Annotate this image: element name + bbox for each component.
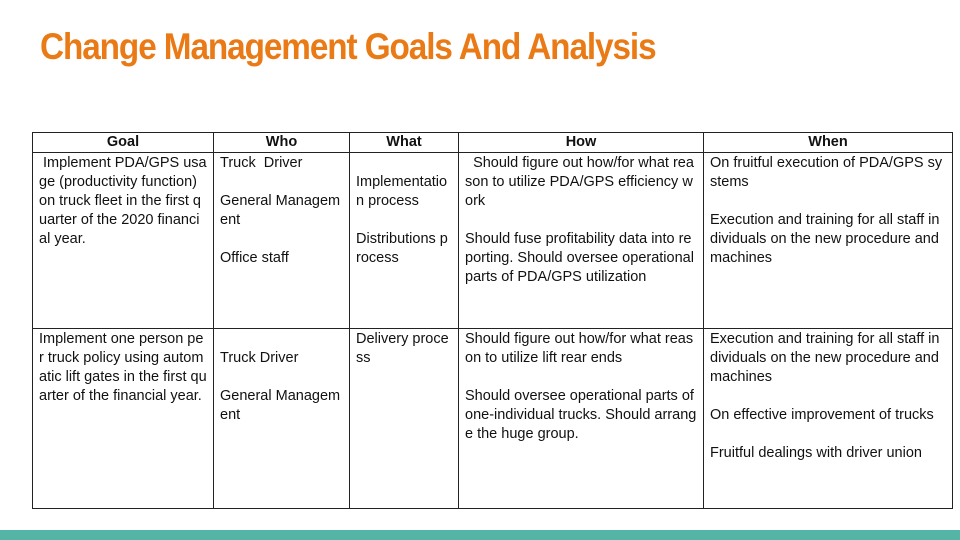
table-row <box>33 329 953 509</box>
cell-what: Delivery process <box>350 329 459 509</box>
cell-how: Should figure out how/for what reason to utilize PDA/GPS efficiency work Should fuse profitability data into reporting. Should oversee operational parts of PDA/GPS utilization <box>459 153 704 329</box>
slide-title: Change Management Goals And Analysis <box>40 26 656 67</box>
cell-when: On fruitful execution of PDA/GPS systems Execution and training for all staff individuals on the new procedure and machines <box>704 153 953 329</box>
header-how: How <box>459 133 704 153</box>
cell-what: Implementation process Distributions process <box>350 153 459 329</box>
cell-goal: Implement PDA/GPS usage (productivity function) on truck fleet in the first quarter of the 2020 financial year. <box>33 153 214 329</box>
cell-goal: Implement one person per truck policy using automatic lift gates in the first quarter of the financial year. <box>33 329 214 509</box>
cell-who: Truck Driver General Management <box>214 329 350 509</box>
bottom-accent-bar <box>0 530 960 540</box>
header-when: When <box>704 133 953 153</box>
cell-who: Truck Driver General Management Office staff <box>214 153 350 329</box>
header-who: Who <box>214 133 350 153</box>
cell-how: Should figure out how/for what reason to utilize lift rear ends Should oversee operational parts of one-individual trucks. Should arrange the huge group. <box>459 329 704 509</box>
header-goal: Goal <box>33 133 214 153</box>
header-what: What <box>350 133 459 153</box>
change-management-table <box>32 132 953 509</box>
cell-when: Execution and training for all staff individuals on the new procedure and machines On effective improvement of trucks Fruitful dealings with driver union <box>704 329 953 509</box>
table-header-row <box>33 133 953 153</box>
table-row <box>33 153 953 329</box>
